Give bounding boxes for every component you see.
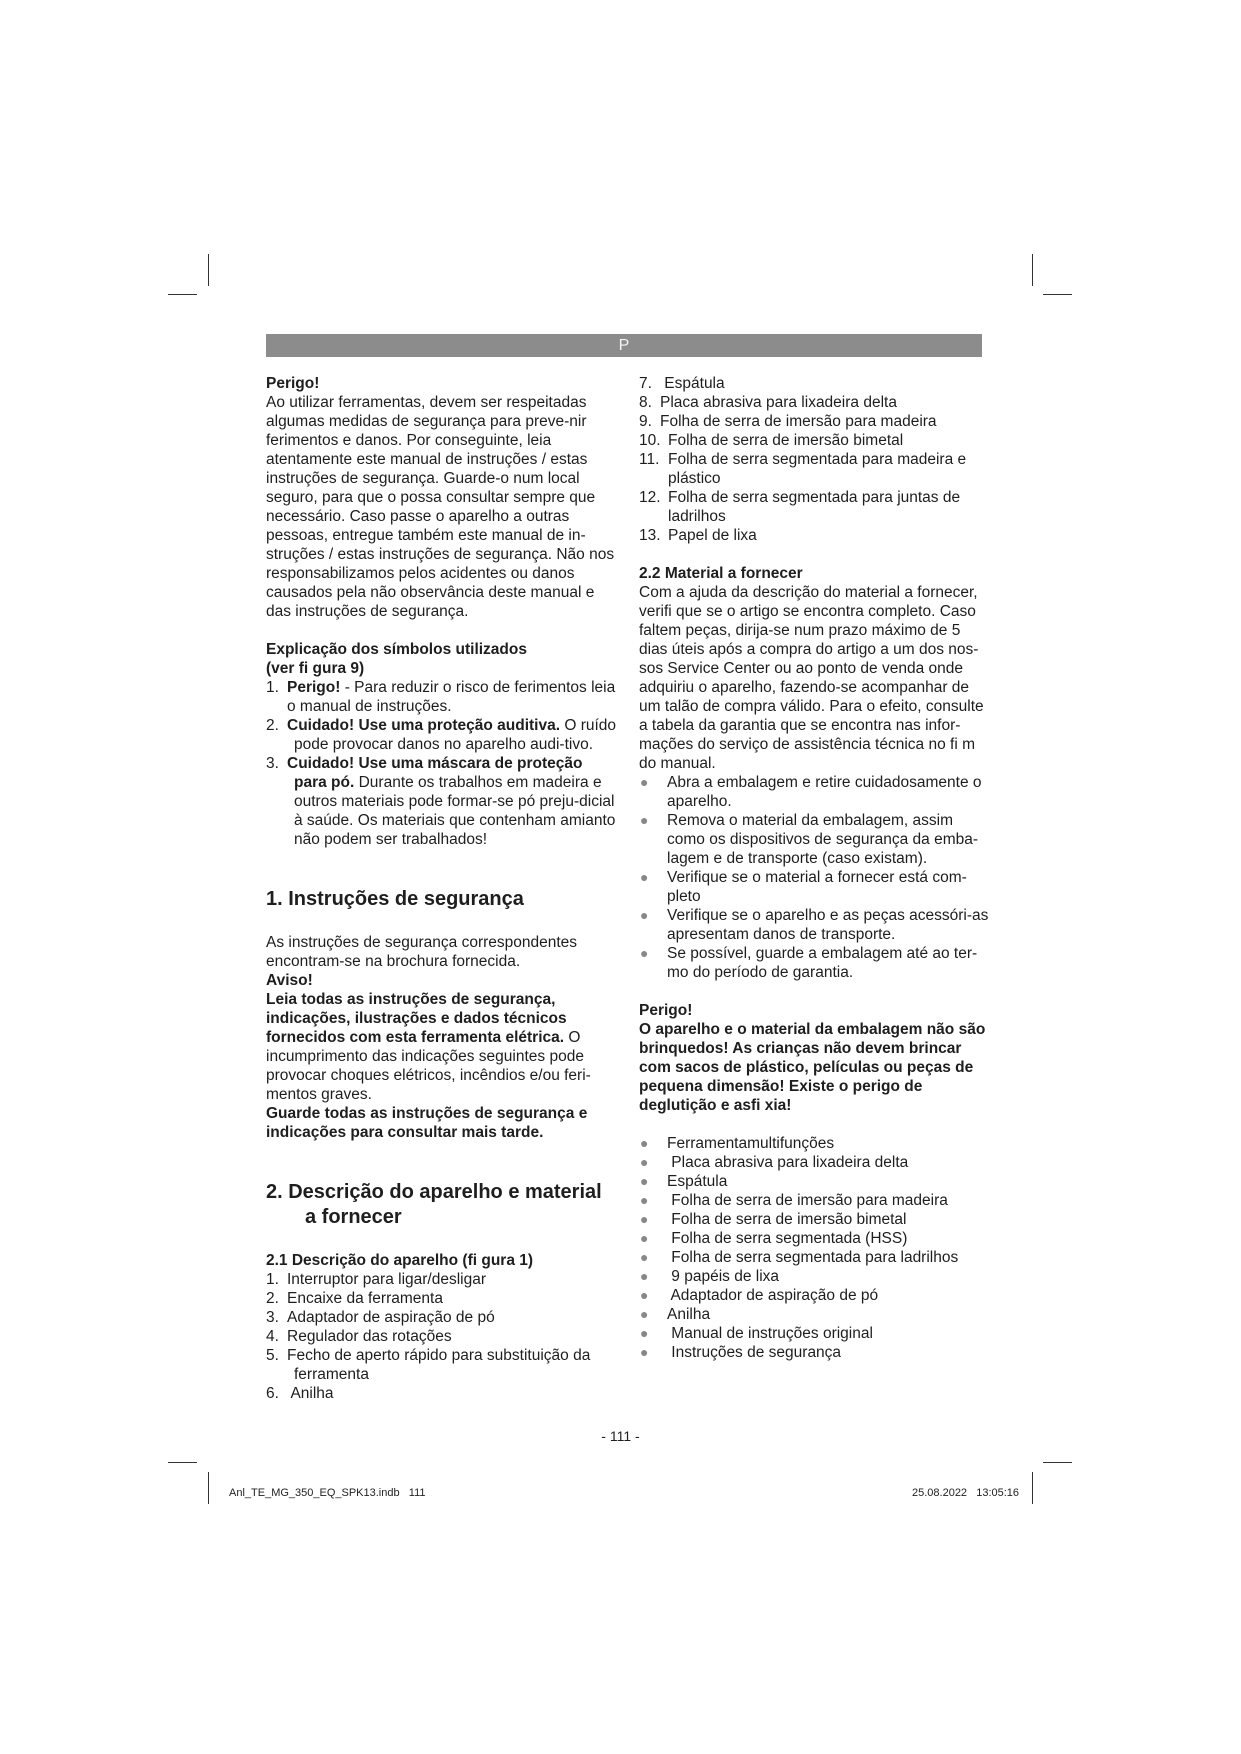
bullet-icon: ●: [640, 1192, 649, 1208]
step-item: ● Abra a embalagem e retire cuidadosamente o aparelho.: [640, 774, 982, 810]
step-item: ● Se possível, guarde a embalagem até ao ter-mo do período de garantia.: [640, 945, 978, 981]
supply-list: [639, 1134, 991, 1362]
section-2-title: 2. Descrição do aparelho e material a fornecer: [266, 1181, 602, 1228]
bullet-icon: ●: [640, 1306, 649, 1322]
crop-mark-top-right-v: [1032, 254, 1033, 286]
bullet-icon: ●: [640, 1154, 649, 1170]
symbol-item: 2. Cuidado! Use uma proteção auditiva. O ruído pode provocar danos no aparelho audi-tivo.: [266, 717, 617, 753]
part-item: 3. Adaptador de aspiração de pó: [266, 1309, 495, 1326]
symbol-item: 1. Perigo! - Para reduzir o risco de ferimentos leia o manual de instruções.: [266, 679, 616, 715]
language-label: P: [618, 337, 630, 354]
crop-mark-bottom-left-h: [168, 1462, 197, 1463]
supply-item: ● Adaptador de aspiração de pó: [640, 1287, 879, 1304]
supply-item: ● Folha de serra segmentada (HSS): [640, 1230, 908, 1247]
part-item: 6. Anilha: [266, 1385, 334, 1402]
danger-text: Ao utilizar ferramentas, devem ser respeitadas algumas medidas de segurança para preve-nir ferimentos e danos. Por conseguinte, leia atentamente este manual de instruções / estas instruções de segurança. Guarde-o num local seguro, para que o possa consultar sempre que necessário. Caso passe o aparelho a outras pessoas, entregue também este manual de in-struções / estas instruções de segurança. Não nos responsabilizamos pelos acidentes ou danos causados pela não observância deste manual e das instruções de segurança.: [266, 394, 615, 620]
supply-item: ● Folha de serra segmentada para ladrilhos: [640, 1249, 959, 1266]
parts-list-continued: [639, 374, 991, 545]
crop-mark-bottom-left-v: [208, 1472, 209, 1504]
bullet-icon: ●: [640, 1268, 649, 1284]
section-1-title: 1. Instruções de segurança: [266, 888, 524, 910]
crop-mark-bottom-right-h: [1043, 1462, 1072, 1463]
bullet-icon: ●: [640, 945, 649, 961]
supply-item: ● Folha de serra de imersão para madeira: [640, 1192, 948, 1209]
part-item: 13. Papel de lixa: [639, 527, 757, 544]
bullet-icon: ●: [640, 1287, 649, 1303]
crop-mark-bottom-right-v: [1032, 1472, 1033, 1504]
bullet-icon: ●: [640, 1173, 649, 1189]
subsection-2-2-text: Com a ajuda da descrição do material a fornecer, verifi que se o artigo se encontra completo. Caso faltem peças, dirija-se num prazo máximo de 5 dias úteis após a compra do artigo a um dos nos-sos Service Center ou ao ponto de venda onde adquiriu o aparelho, fazendo-se acompanhar de um talão de compra válido. Para o efeito, consulte a tabela da garantia que se encontra nas infor-mações do serviço de assistência técnica no fi m do manual.: [639, 584, 984, 772]
unpacking-steps: [639, 773, 991, 982]
language-header-bar: [266, 334, 982, 357]
bullet-icon: ●: [640, 1230, 649, 1246]
bullet-icon: ●: [640, 907, 649, 923]
date-slug: 25.08.2022 13:05:16: [912, 1487, 1020, 1499]
symbols-title: Explicação dos símbolos utilizados: [266, 641, 527, 658]
part-item: 12. Folha de serra segmentada para juntas de ladrilhos: [639, 489, 961, 525]
bullet-icon: ●: [640, 1135, 649, 1151]
step-item: ● Remova o material da embalagem, assim como os dispositivos de segurança da emba-lagem e de transporte (caso existam).: [640, 812, 979, 867]
supply-item: ● Manual de instruções original: [640, 1325, 873, 1342]
symbol-item: 3. Cuidado! Use uma máscara de proteção para pó. Durante os trabalhos em madeira e outros materiais pode formar-se pó preju-dicial à saúde. Os materiais que contenham amianto não podem ser trabalhados!: [266, 755, 616, 848]
part-item: 10. Folha de serra de imersão bimetal: [639, 432, 904, 449]
part-item: 2. Encaixe da ferramenta: [266, 1290, 443, 1307]
supply-item: ● Ferramentamultifunções: [640, 1135, 835, 1152]
section-1-text: As instruções de segurança correspondentes encontram-se na brochura fornecida.: [266, 934, 578, 970]
step-item: ● Verifique se o material a fornecer está com-pleto: [640, 869, 967, 905]
warning-text: Leia todas as instruções de segurança, indicações, ilustrações e dados técnicos fornecidos com esta ferramenta elétrica. O incumprimento das indicações seguintes pode provocar choques elétricos, incêndios e/ou feri-mentos graves.: [266, 991, 591, 1103]
supply-item: ● Placa abrasiva para lixadeira delta: [640, 1154, 909, 1171]
supply-item: ● Instruções de segurança: [640, 1344, 842, 1361]
subsection-2-1-title: 2.1 Descrição do aparelho (fi gura 1): [266, 1252, 534, 1269]
bullet-icon: ●: [640, 1211, 649, 1227]
danger-2-text: O aparelho e o material da embalagem não são brinquedos! As crianças não devem brincar com sacos de plástico, películas ou peças de pequena dimensão! Existe o perigo de deglutição e asfi xia!: [639, 1021, 986, 1114]
bullet-icon: ●: [640, 1344, 649, 1360]
part-item: 5. Fecho de aperto rápido para substituição da ferramenta: [266, 1347, 591, 1383]
bullet-icon: ●: [640, 774, 649, 790]
supply-item: ● 9 papéis de lixa: [640, 1268, 780, 1285]
part-item: 1. Interruptor para ligar/desligar: [266, 1271, 487, 1288]
part-item: 4. Regulador das rotações: [266, 1328, 452, 1345]
crop-mark-top-right-h: [1043, 294, 1072, 295]
crop-mark-top-left-h: [168, 294, 197, 295]
subsection-2-2-title: 2.2 Material a fornecer: [639, 565, 803, 582]
warning-title: Aviso!: [266, 972, 313, 989]
supply-item: ● Anilha: [640, 1306, 711, 1323]
keep-instructions: Guarde todas as instruções de segurança e indicações para consultar mais tarde.: [266, 1105, 588, 1141]
danger-title: Perigo!: [266, 375, 320, 392]
parts-list: [266, 1270, 618, 1403]
supply-item: ● Folha de serra de imersão bimetal: [640, 1211, 907, 1228]
crop-mark-top-left-v: [208, 254, 209, 286]
danger-2-title: Perigo!: [639, 1002, 693, 1019]
bullet-icon: ●: [640, 869, 649, 885]
part-item: 8. Placa abrasiva para lixadeira delta: [639, 394, 897, 411]
bullet-icon: ●: [640, 812, 649, 828]
part-item: 9. Folha de serra de imersão para madeira: [639, 413, 937, 430]
bullet-icon: ●: [640, 1249, 649, 1265]
step-item: ● Verifique se o aparelho e as peças acessóri-as apresentam danos de transporte.: [640, 907, 989, 943]
symbols-subtitle: (ver fi gura 9): [266, 660, 365, 677]
right-column: [639, 374, 991, 1362]
symbols-list: [266, 678, 618, 849]
part-item: 11. Folha de serra segmentada para madeira e plástico: [639, 451, 967, 487]
part-item: 7. Espátula: [639, 375, 725, 392]
left-column: [266, 374, 618, 1403]
page-number: - 111 -: [601, 1428, 640, 1444]
file-slug: Anl_TE_MG_350_EQ_SPK13.indb 111: [229, 1487, 426, 1499]
bullet-icon: ●: [640, 1325, 649, 1341]
supply-item: ● Espátula: [640, 1173, 728, 1190]
